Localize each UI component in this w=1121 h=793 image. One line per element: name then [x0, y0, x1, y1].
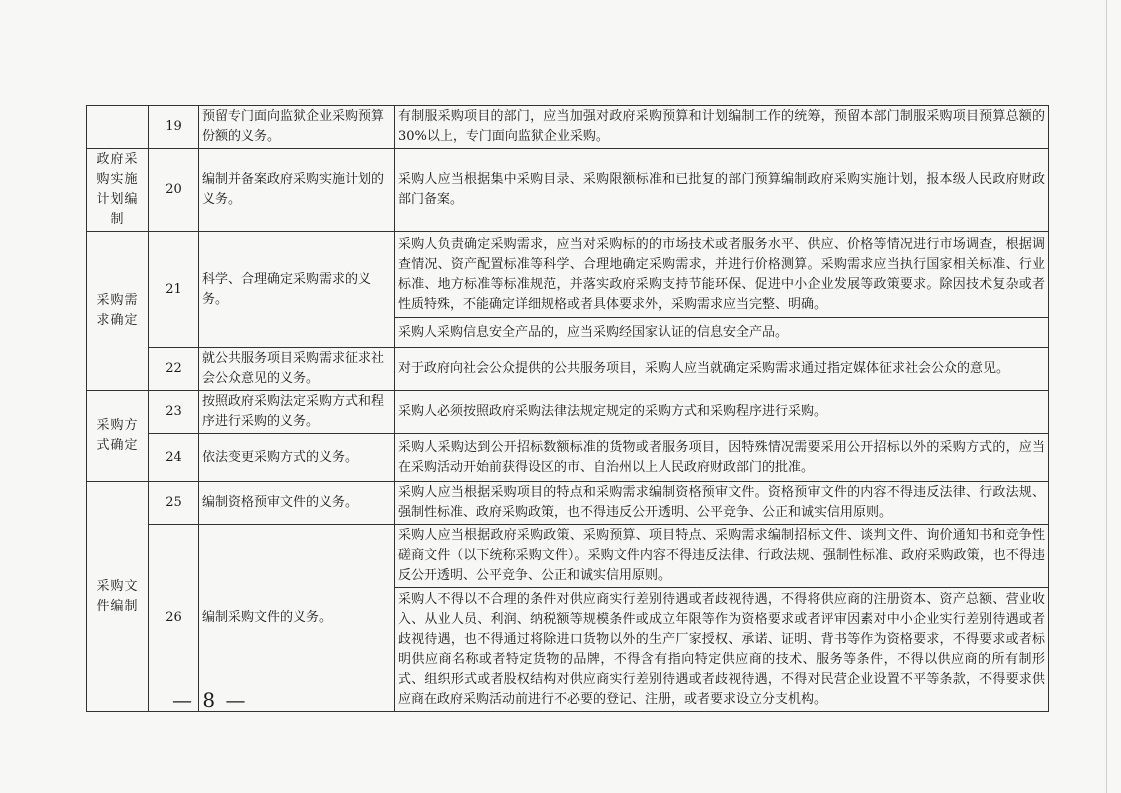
category-cell: 采购方式确定 — [87, 391, 149, 482]
table-row — [87, 106, 1049, 149]
item-number: 24 — [149, 434, 199, 482]
duty-cell: 依法变更采购方式的义务。 — [199, 434, 395, 482]
item-number: 21 — [149, 232, 199, 348]
category-cell: 采购需求确定 — [87, 232, 149, 391]
table-row — [87, 348, 1049, 391]
requirement-cell: 采购人应当根据集中采购目录、采购限额标准和已批复的部门预算编制政府采购实施计划，报本级人民政府财政部门备案。 — [395, 149, 1049, 232]
item-number: 23 — [149, 391, 199, 434]
requirement-cell: 有制服采购项目的部门，应当加强对政府采购预算和计划编制工作的统筹，预留本部门制服采购项目预算总额的 30%以上，专门面向监狱企业采购。 — [395, 106, 1049, 149]
table-row — [87, 482, 1049, 525]
item-number: 19 — [149, 106, 199, 149]
item-number: 22 — [149, 348, 199, 391]
duty-cell: 预留专门面向监狱企业采购预算份额的义务。 — [199, 106, 395, 149]
requirement-cell: 采购人负责确定采购需求，应当对采购标的的市场技术或者服务水平、供应、价格等情况进行市场调查，根据调查情况、资产配置标准等科学、合理地确定采购需求，并进行价格测算。采购需求应当执行国家相关标准、行业标准、地方标准等标准规范，并落实政府采购支持节能环保、促进中小企业发展等政策要求。除因技术复杂或者性质特殊，不能确定详细规格或者具体要求外，采购需求应当完整、明确。 — [395, 232, 1049, 318]
item-number: 25 — [149, 482, 199, 525]
category-cell: 政府采购实施计划编制 — [87, 149, 149, 232]
category-cell — [87, 106, 149, 149]
obligations-table — [86, 105, 1049, 712]
duty-cell: 按照政府采购法定采购方式和程序进行采购的义务。 — [199, 391, 395, 434]
category-cell: 采购文件编制 — [87, 482, 149, 712]
requirement-cell: 采购人采购信息安全产品的，应当采购经国家认证的信息安全产品。 — [395, 318, 1049, 348]
requirement-cell: 采购人应当根据采购项目的特点和采购需求编制资格预审文件。资格预审文件的内容不得违反法律、行政法规、强制性标准、政府采购政策，也不得违反公开透明、公平竞争、公正和诚实信用原则。 — [395, 482, 1049, 525]
item-number: 20 — [149, 149, 199, 232]
table-row — [87, 391, 1049, 434]
table-row — [87, 149, 1049, 232]
table-row — [87, 434, 1049, 482]
duty-cell: 编制资格预审文件的义务。 — [199, 482, 395, 525]
page-edge — [1106, 0, 1107, 793]
page-number: — 8 — — [172, 688, 248, 712]
duty-cell: 就公共服务项目采购需求征求社会公众意见的义务。 — [199, 348, 395, 391]
item-number: 26 — [149, 525, 199, 712]
requirement-cell: 采购人必须按照政府采购法律法规定规定的采购方式和采购程序进行采购。 — [395, 391, 1049, 434]
requirement-cell: 采购人采购达到公开招标数额标准的货物或者服务项目，因特殊情况需要采用公开招标以外的采购方式的，应当在采购活动开始前获得设区的市、自治州以上人民政府财政部门的批准。 — [395, 434, 1049, 482]
requirement-cell: 采购人不得以不合理的条件对供应商实行差别待遇或者歧视待遇，不得将供应商的注册资本、资产总额、营业收入、从业人员、利润、纳税额等规模条件或成立年限等作为资格要求或者评审因素对中小企业实行差别待遇或者歧视待遇，也不得通过将除进口货物以外的生产厂家授权、承诺、证明、背书等作为资格要求，不得要求或者标明供应商名称或者特定货物的品牌，不得含有指向特定供应商的技术、服务等条件，不得以供应商的所有制形式、组织形式或者股权结构对供应商实行差别待遇或者歧视待遇，不得对民营企业设置不平等条款，不得要求供应商在政府采购活动前进行不必要的登记、注册，或者要求设立分支机构。 — [395, 588, 1049, 712]
table-row — [87, 232, 1049, 318]
duty-cell: 编制采购文件的义务。 — [199, 525, 395, 712]
duty-cell: 科学、合理确定采购需求的义务。 — [199, 232, 395, 348]
duty-cell: 编制并备案政府采购实施计划的义务。 — [199, 149, 395, 232]
table-row — [87, 525, 1049, 588]
requirement-cell: 采购人应当根据政府采购政策、采购预算、项目特点、采购需求编制招标文件、谈判文件、询价通知书和竞争性磋商文件（以下统称采购文件）。采购文件内容不得违反法律、行政法规、强制性标准、政府采购政策，也不得违反公开透明、公平竞争、公正和诚实信用原则。 — [395, 525, 1049, 588]
requirement-cell: 对于政府向社会公众提供的公共服务项目，采购人应当就确定采购需求通过指定媒体征求社会公众的意见。 — [395, 348, 1049, 391]
